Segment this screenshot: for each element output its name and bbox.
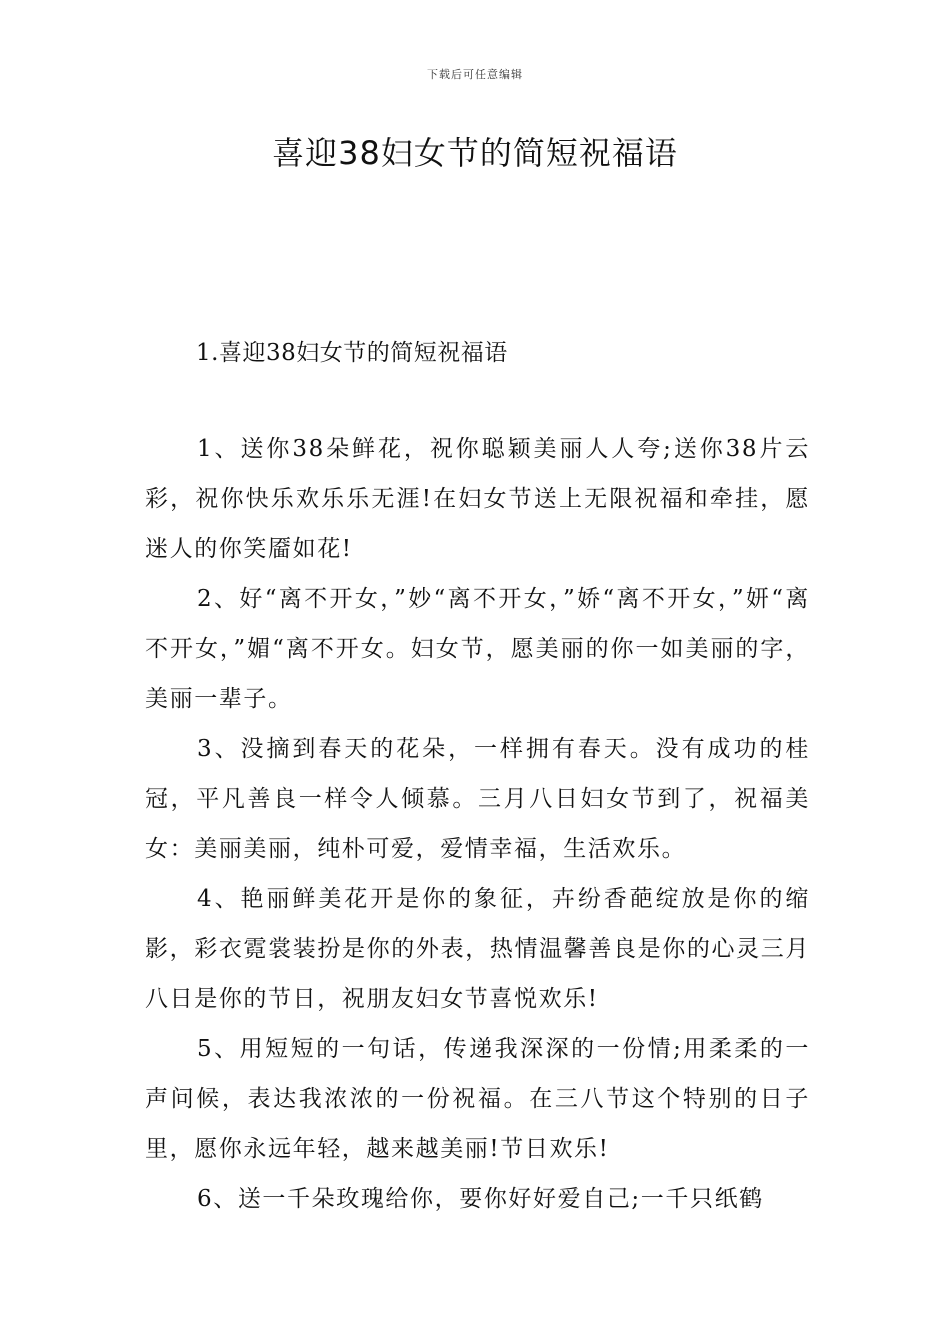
document-title: 喜迎38妇女节的简短祝福语	[272, 134, 678, 172]
paragraph-1: 1、送你38朵鲜花，祝你聪颖美丽人人夸;送你38片云彩，祝你快乐欢乐乐无涯!在妇女节送上无限祝福和牵挂，愿迷人的你笑靥如花!	[145, 436, 810, 562]
paragraph-4: 4、艳丽鲜美花开是你的象征，卉纷香葩绽放是你的缩影，彩衣霓裳装扮是你的外表，热情温馨善良是你的心灵三月八日是你的节日，祝朋友妇女节喜悦欢乐!	[145, 886, 810, 1012]
body-text	[145, 424, 810, 1224]
paragraph-3: 3、没摘到春天的花朵，一样拥有春天。没有成功的桂冠，平凡善良一样令人倾慕。三月八日妇女节到了，祝福美女：美丽美丽，纯朴可爱，爱情幸福，生活欢乐。	[145, 736, 810, 862]
paragraph-6: 6、送一千朵玫瑰给你，要你好好爱自己;一千只纸鹤	[197, 1186, 764, 1212]
paragraph-5: 5、用短短的一句话，传递我深深的一份情;用柔柔的一声问候，表达我浓浓的一份祝福。在三八节这个特别的日子里，愿你永远年轻，越来越美丽!节日欢乐!	[145, 1036, 810, 1162]
section-heading: 1.喜迎38妇女节的简短祝福语	[196, 340, 508, 366]
header-note: 下载后可任意编辑	[427, 68, 523, 81]
paragraph-2: 2、好“离不开女，”妙“离不开女，”娇“离不开女，”妍“离不开女，”媚“离不开女。妇女节，愿美丽的你一如美丽的字，美丽一辈子。	[145, 586, 810, 712]
